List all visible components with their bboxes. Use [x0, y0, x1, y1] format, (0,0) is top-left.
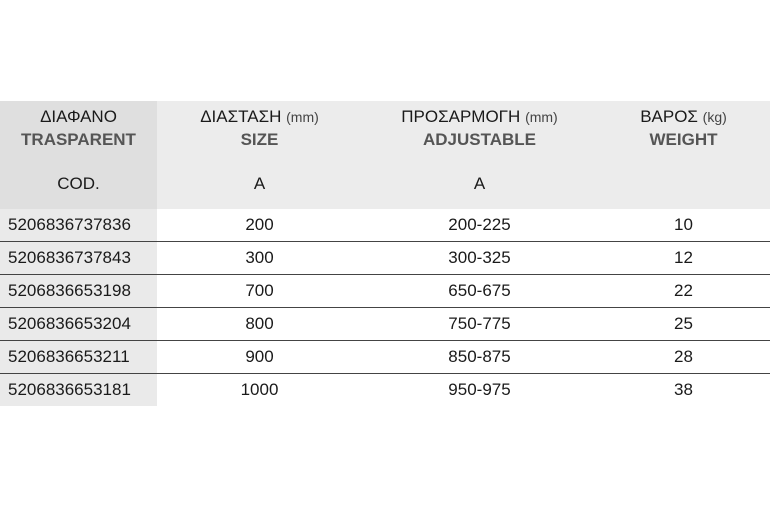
header-adjustable-unit: (mm) — [525, 109, 558, 125]
header-size-dimension: A — [253, 174, 266, 193]
row-weight: 10 — [674, 215, 693, 234]
table-body — [0, 209, 770, 407]
header-code-column — [0, 101, 157, 209]
table-row — [0, 308, 770, 341]
row-adjustable: 950-975 — [448, 380, 511, 399]
row-size: 200 — [245, 215, 274, 234]
table-row — [0, 374, 770, 407]
table-row — [0, 275, 770, 308]
table-row — [0, 209, 770, 242]
row-size: 800 — [245, 314, 274, 333]
product-table — [0, 101, 770, 407]
header-weight-column — [597, 101, 770, 209]
row-code: 5206836653181 — [0, 374, 157, 406]
row-adjustable: 300-325 — [448, 248, 511, 267]
row-size: 300 — [245, 248, 274, 267]
row-code: 5206836653198 — [0, 275, 157, 307]
header-size-unit: (mm) — [286, 109, 319, 125]
row-adjustable: 200-225 — [448, 215, 511, 234]
row-code: 5206836737843 — [0, 242, 157, 274]
row-adjustable: 850-875 — [448, 347, 511, 366]
row-weight: 38 — [674, 380, 693, 399]
row-code: 5206836737836 — [0, 209, 157, 241]
header-weight-english: WEIGHT — [649, 130, 718, 149]
header-size-column — [157, 101, 362, 209]
row-size: 700 — [245, 281, 274, 300]
row-size: 900 — [245, 347, 274, 366]
row-adjustable: 650-675 — [448, 281, 511, 300]
header-adjustable-column — [362, 101, 597, 209]
table-row — [0, 341, 770, 374]
header-code-greek: ΔΙΑΦΑΝΟ — [40, 107, 117, 126]
row-weight: 25 — [674, 314, 693, 333]
table-row — [0, 242, 770, 275]
row-size: 1000 — [240, 380, 279, 399]
table-header — [0, 101, 770, 209]
header-size-greek: ΔΙΑΣΤΑΣΗ — [200, 107, 282, 126]
header-weight-greek: ΒΑΡΟΣ — [640, 107, 698, 126]
row-code: 5206836653204 — [0, 308, 157, 340]
row-weight: 12 — [674, 248, 693, 267]
header-size-english: SIZE — [240, 130, 279, 149]
header-adjustable-dimension: A — [473, 174, 486, 193]
row-code: 5206836653211 — [0, 341, 157, 373]
header-code-english: TRASPARENT — [21, 130, 136, 149]
row-adjustable: 750-775 — [448, 314, 511, 333]
header-weight-unit: (kg) — [702, 109, 727, 125]
row-weight: 28 — [674, 347, 693, 366]
header-adjustable-greek: ΠΡΟΣΑΡΜΟΓΗ — [401, 107, 521, 126]
header-code-label: COD. — [57, 174, 100, 193]
header-adjustable-english: ADJUSTABLE — [422, 130, 537, 149]
row-weight: 22 — [674, 281, 693, 300]
